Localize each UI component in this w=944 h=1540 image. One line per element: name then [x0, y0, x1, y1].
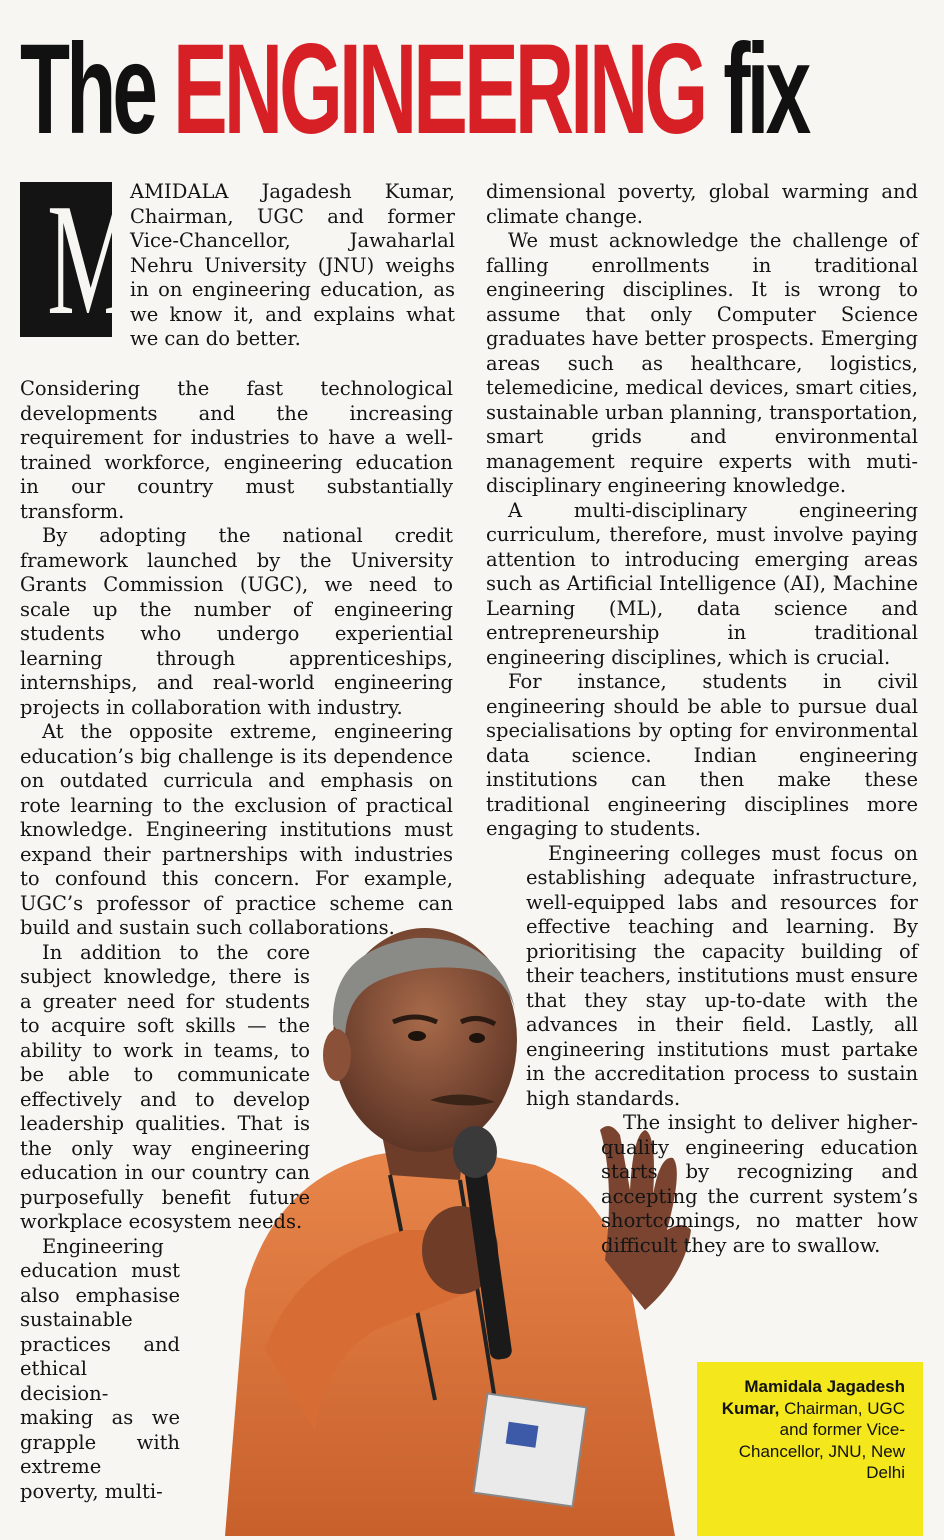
paragraph: For instance, students in civil engineering should be able to pursue dual specialisations by opting for environmental data science. Indian engineering institutions can then make these traditional engineering disciplines more engaging to students. — [486, 670, 918, 840]
paragraph: dimensional poverty, global warming and climate change. — [486, 180, 918, 228]
paragraph: We must acknowledge the challenge of falling enrollments in traditional engineering disciplines. It is wrong to assume that only Computer Science graduates have better prospects. Emerging areas such as healthcare, logistics, telemedicine, medical devices, smart cities, sustainable urban planning, transportation, smart grids and environmental management require experts with muti-disciplinary engineering knowledge. — [486, 229, 918, 497]
headline-the: The — [20, 18, 174, 161]
paragraph: A multi-disciplinary engineering curriculum, therefore, must involve paying attention to introducing emerging areas such as Artificial Intelligence (AI), Machine Learning (ML), data science and entrepreneurship in traditional engineering disciplines, which is crucial. — [486, 498, 918, 669]
column-left — [20, 377, 453, 1504]
headline-fix: fix — [704, 18, 808, 161]
photo-caption — [697, 1362, 923, 1536]
paragraph: In addition to the core subject knowledge, there is a greater need for students to acquire soft skills — the ability to work in teams, to be able to communicate effectively and to develop leadership qualities. That is the only way engineering education in our country can purposefully benefit future workplace ecosystem needs. — [20, 940, 310, 1233]
headline-engineering: ENGINEERING — [173, 18, 705, 161]
paragraph: Considering the fast technological developments and the increasing requirement for industries to have a well-trained workforce, engineering education in our country must substantially transform. — [20, 377, 453, 523]
paragraph: Engineering colleges must focus on establishing adequate infrastructure, well-equipped labs and resources for effective teaching and learning. By prioritising the capacity building of their teachers, institutions must ensure that they stay up-to-date with the advances in their field. Lastly, all engineering institutions must partake in the accreditation process to sustain high standards. — [526, 841, 918, 1110]
caption-role: Chairman, UGC and former Vice-Chancellor, JNU, New Delhi — [738, 1398, 905, 1482]
paragraph: By adopting the national credit framework launched by the University Grants Commission (UGC), we need to scale up the number of engineering students who undergo experiential learning through apprenticeships, internships, and real-world engineering projects in collaboration with industry. — [20, 524, 453, 719]
paragraph: The insight to deliver higher-quality engineering education starts by recognizing and accepting the current system’s shortcomings, no matter how difficult they are to swallow. — [601, 1111, 918, 1257]
caption-name: Mamidala Jagadesh Kumar, — [721, 1377, 905, 1418]
dropcap: M — [20, 182, 112, 337]
paragraph: At the opposite extreme, engineering education’s big challenge is its dependence on outdated curricula and emphasis on rote learning to the exclusion of practical knowledge. Engineering institutions must expand their partnerships with industries to confound this concern. For example, UGC’s professor of practice scheme can build and sustain such collaborations. — [20, 720, 453, 939]
headline — [20, 18, 808, 161]
paragraph: Engineering education must also emphasise sustainable practices and ethical decision-making as we grapple with extreme poverty, multi- — [20, 1234, 180, 1503]
column-right — [486, 180, 918, 1258]
intro-text: AMIDALA Jagadesh Kumar, Chairman, UGC and former Vice-Chancellor, Jawaharlal Nehru University (JNU) weighs in on engineering education, as we know it, and explains what we can do better. — [130, 180, 455, 350]
